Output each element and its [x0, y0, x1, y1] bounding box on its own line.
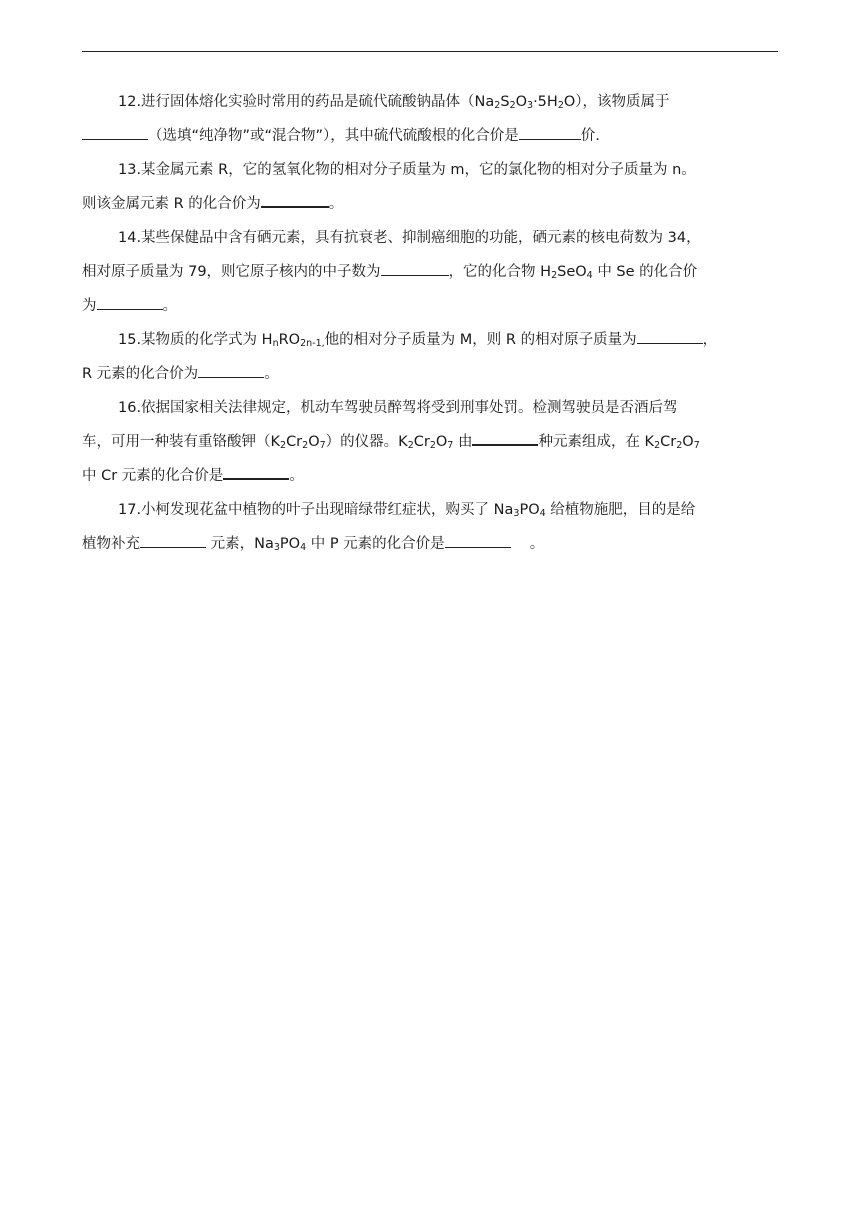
question-16-line-2: [82, 425, 778, 459]
text: 。: [289, 468, 304, 484]
text: 种元素组成，在 K: [538, 434, 655, 450]
text: 。: [162, 298, 177, 314]
question-16-line-3: [82, 459, 778, 493]
question-12-line-1: [82, 85, 778, 119]
text: O: [435, 434, 448, 450]
question-17: [82, 493, 778, 561]
subscript: 7: [693, 440, 700, 451]
text: PO: [519, 502, 540, 518]
answer-blank[interactable]: [472, 431, 538, 446]
text: O），该物质属于: [563, 94, 670, 110]
subscript: 3: [273, 542, 280, 553]
question-12-line-2: [82, 119, 778, 153]
text: R 元素的化合价为: [82, 366, 199, 382]
question-14: [82, 221, 778, 323]
text: O: [515, 94, 528, 110]
text: 相对原子质量为 79，则它原子核内的中子数为: [82, 264, 381, 280]
subscript: 7: [447, 440, 454, 451]
text: SeO: [557, 264, 587, 280]
text: O: [308, 434, 320, 450]
text: ·5H: [533, 94, 558, 110]
text: 15.某物质的化学式为 H: [118, 332, 273, 348]
text: 价.: [580, 128, 600, 144]
question-15-line-2: [82, 357, 778, 391]
subscript: 7: [319, 440, 326, 451]
text: 植物补充: [82, 536, 140, 552]
answer-blank[interactable]: [261, 193, 329, 208]
text: 由: [453, 434, 473, 450]
text: 给植物施肥，目的是给: [545, 502, 696, 518]
subscript: 3: [527, 100, 534, 111]
subscript: 2: [407, 440, 414, 451]
answer-blank[interactable]: [223, 465, 289, 480]
answer-blank[interactable]: [637, 330, 703, 344]
question-list: [82, 85, 778, 561]
text: Cr: [286, 434, 303, 450]
question-17-line-2: [82, 527, 778, 561]
question-16: [82, 391, 778, 493]
subscript: 4: [586, 270, 593, 281]
subscript: 2: [509, 100, 516, 111]
subscript: 2: [494, 100, 501, 111]
question-14-line-3: [82, 289, 778, 323]
text: 中 Cr 元素的化合价是: [82, 468, 224, 484]
subscript: n: [272, 338, 279, 349]
subscript: 2: [557, 100, 564, 111]
question-13-line-2: [82, 187, 778, 221]
question-14-line-2: [82, 255, 778, 289]
text: 元素，Na: [206, 536, 274, 552]
question-13: [82, 153, 778, 221]
question-14-line-1: 14.某些保健品中含有硒元素，具有抗衰老、抑制癌细胞的功能，硒元素的核电荷数为 34，: [118, 230, 701, 246]
answer-blank[interactable]: [97, 296, 163, 310]
subscript: 2: [654, 440, 661, 451]
text: RO: [278, 332, 301, 348]
answer-blank[interactable]: [381, 262, 449, 276]
subscript: 2: [676, 440, 683, 451]
text: 他的相对分子质量为 M，则 R 的相对原子质量为: [324, 332, 637, 348]
text: S: [500, 94, 510, 110]
text: 为: [82, 298, 97, 314]
question-15-line-1: [82, 323, 778, 357]
text: O: [682, 434, 694, 450]
text: ）的仪器。K: [325, 434, 408, 450]
text: （选填“纯净物”或“混合物”），其中硫代硫酸根的化合价是: [148, 128, 519, 144]
text: 17.小柯发现花盆中植物的叶子出现暗绿带红症状，购买了 Na: [118, 502, 514, 518]
text: PO: [279, 536, 301, 552]
text: Cr: [413, 434, 430, 450]
subscript: 2: [302, 440, 309, 451]
subscript: 3: [513, 508, 520, 519]
text: ，它的化合物 H: [448, 264, 552, 280]
question-16-line-1: 16.依据国家相关法律规定，机动车驾驶员醉驾将受到刑事处罚。检测驾驶员是否酒后驾: [118, 400, 678, 416]
subscript: 2: [551, 270, 558, 281]
text: ，: [702, 332, 718, 348]
text: 车，可用一种装有重铬酸钾（K: [82, 434, 281, 450]
subscript: 2: [280, 440, 287, 451]
text: Cr: [660, 434, 677, 450]
text: 。: [328, 196, 344, 212]
question-12: [82, 85, 778, 153]
answer-blank[interactable]: [519, 126, 581, 140]
text: 中 Se 的化合价: [592, 264, 698, 280]
subscript: 4: [539, 508, 546, 519]
question-13-line-1: 13.某金属元素 R，它的氢氧化物的相对分子质量为 m，它的氯化物的相对分子质量为 n。: [118, 162, 696, 178]
subscript: 2n-1,: [300, 338, 325, 349]
text: 。: [510, 536, 545, 552]
text: 则该金属元素 R 的化合价为: [82, 196, 261, 212]
text: 中 P 元素的化合价是: [306, 536, 445, 552]
text: 12.进行固体熔化实验时常用的药品是硫代硫酸钠晶体（Na: [118, 94, 495, 110]
answer-blank[interactable]: [82, 126, 148, 140]
subscript: 4: [300, 542, 307, 553]
question-15: [82, 323, 778, 391]
answer-blank[interactable]: [198, 364, 264, 378]
text: 。: [264, 366, 279, 382]
answer-blank[interactable]: [445, 534, 511, 548]
header-rule: [82, 51, 778, 52]
subscript: 2: [429, 440, 436, 451]
question-17-line-1: [82, 493, 778, 527]
answer-blank[interactable]: [140, 534, 206, 548]
